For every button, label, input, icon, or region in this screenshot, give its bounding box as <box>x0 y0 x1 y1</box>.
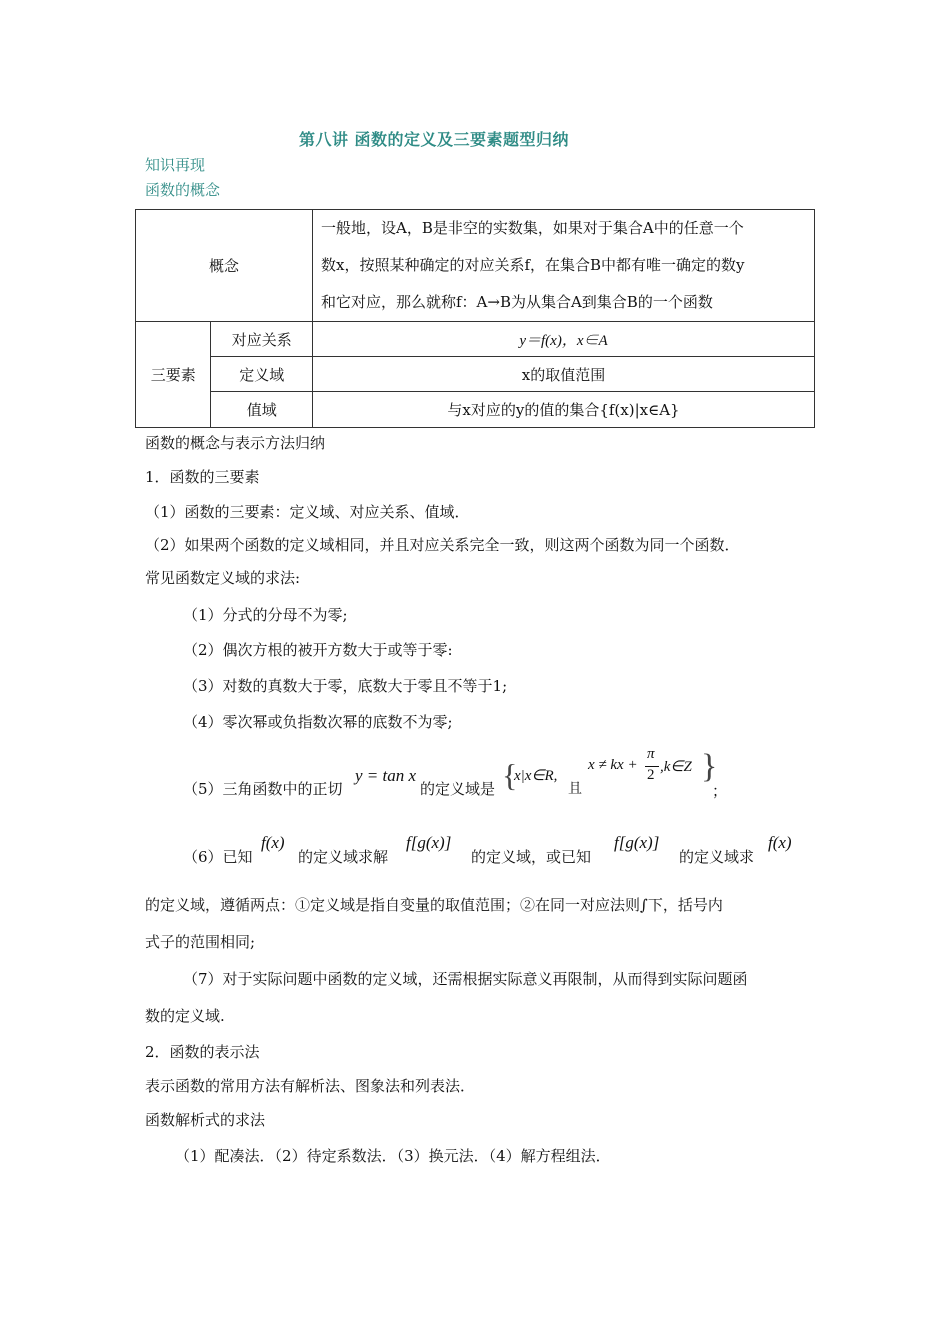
right-brace: } <box>701 748 718 785</box>
section-knowledge: 知识再现 <box>145 156 206 174</box>
pi-numerator: π <box>647 746 655 762</box>
row-label: 值域 <box>211 392 313 428</box>
rule6-mid2: 的定义域，或已知 <box>471 848 592 866</box>
three-elements-label: 三要素 <box>136 322 211 428</box>
rule-item: （3）对数的真数大于零，底数大于零且不等于1; <box>183 677 508 695</box>
left-brace: { <box>502 757 518 793</box>
row-value: x的取值范围 <box>313 357 815 392</box>
heading-three-elements: 1．函数的三要素 <box>145 468 260 486</box>
summary-heading: 函数的概念与表示方法归纳 <box>145 434 326 452</box>
concept-table <box>135 209 815 428</box>
page-title: 第八讲 函数的定义及三要素题型归纳 <box>298 130 570 149</box>
fgx-formula: f[g(x)] <box>406 833 452 852</box>
fx-formula: f(x) <box>261 833 285 852</box>
semicolon: ； <box>712 782 728 800</box>
concept-line-1: 一般地，设A，B是非空的实数集，如果对于集合A中的任意一个 <box>321 219 744 237</box>
condition: x ≠ kx + <box>588 757 638 773</box>
rule6-mid3: 的定义域求 <box>679 848 755 866</box>
paragraph: （2）如果两个函数的定义域相同，并且对应关系完全一致，则这两个函数为同一个函数． <box>145 536 740 554</box>
rule-item: （4）零次幂或负指数次幂的底数不为零; <box>183 713 453 731</box>
methods-list: （1）配凑法．（2）待定系数法．（3）换元法．（4）解方程组法． <box>175 1147 611 1165</box>
row-value: y＝f(x)，x∈A <box>313 322 815 357</box>
set-element: x|x∈R, <box>514 768 558 784</box>
rule7-line: 数的定义域. <box>145 1007 225 1025</box>
concept-label: 概念 <box>136 210 313 322</box>
rule5-prefix: （5）三角函数中的正切 <box>183 780 343 798</box>
rule7-line: （7）对于实际问题中函数的定义域，还需根据实际意义再限制，从而得到实际问题函 <box>183 970 748 988</box>
fgx-formula: f[g(x)] <box>614 833 660 852</box>
paragraph: （1）函数的三要素：定义域、对应关系、值域． <box>145 503 470 521</box>
rule6-continuation: 的定义域，遵循两点：①定义域是指自变量的取值范围；②在同一对应法则∫下，括号内 <box>145 896 723 914</box>
two-denominator: 2 <box>647 767 655 783</box>
concept-line-3: 和它对应，那么就称f：A→B为从集合A到集合B的一个函数 <box>321 293 713 311</box>
rule-item: （1）分式的分母不为零; <box>183 606 348 624</box>
rule5-middle: 的定义域是 <box>420 780 496 798</box>
rule6-mid1: 的定义域求解 <box>298 848 389 866</box>
paragraph: 表示函数的常用方法有解析法、图象法和列表法． <box>145 1077 476 1095</box>
domain-heading: 常见函数定义域的求法: <box>145 569 301 587</box>
concept-definition <box>313 210 815 322</box>
row-label: 定义域 <box>211 357 313 392</box>
section-concept: 函数的概念 <box>145 181 221 199</box>
rule-item: （2）偶次方根的被开方数大于或等于零: <box>183 641 453 659</box>
heading-analytic-methods: 函数解析式的求法 <box>145 1111 266 1129</box>
tan-formula: y = tan x <box>355 766 417 785</box>
rule6-prefix: （6）已知 <box>183 848 253 866</box>
fx-formula: f(x) <box>768 833 792 852</box>
row-label: 对应关系 <box>211 322 313 357</box>
row-value: 与x对应的y的值的集合{f(x)|x∈A} <box>313 392 815 428</box>
heading-representation: 2．函数的表示法 <box>145 1043 260 1061</box>
rule6-continuation: 式子的范围相同; <box>145 933 256 951</box>
concept-line-2: 数x，按照某种确定的对应关系f，在集合B中都有唯一确定的数y <box>321 256 745 274</box>
and-word: 且 <box>568 781 582 797</box>
condition-tail: ,k∈Z <box>660 759 692 775</box>
